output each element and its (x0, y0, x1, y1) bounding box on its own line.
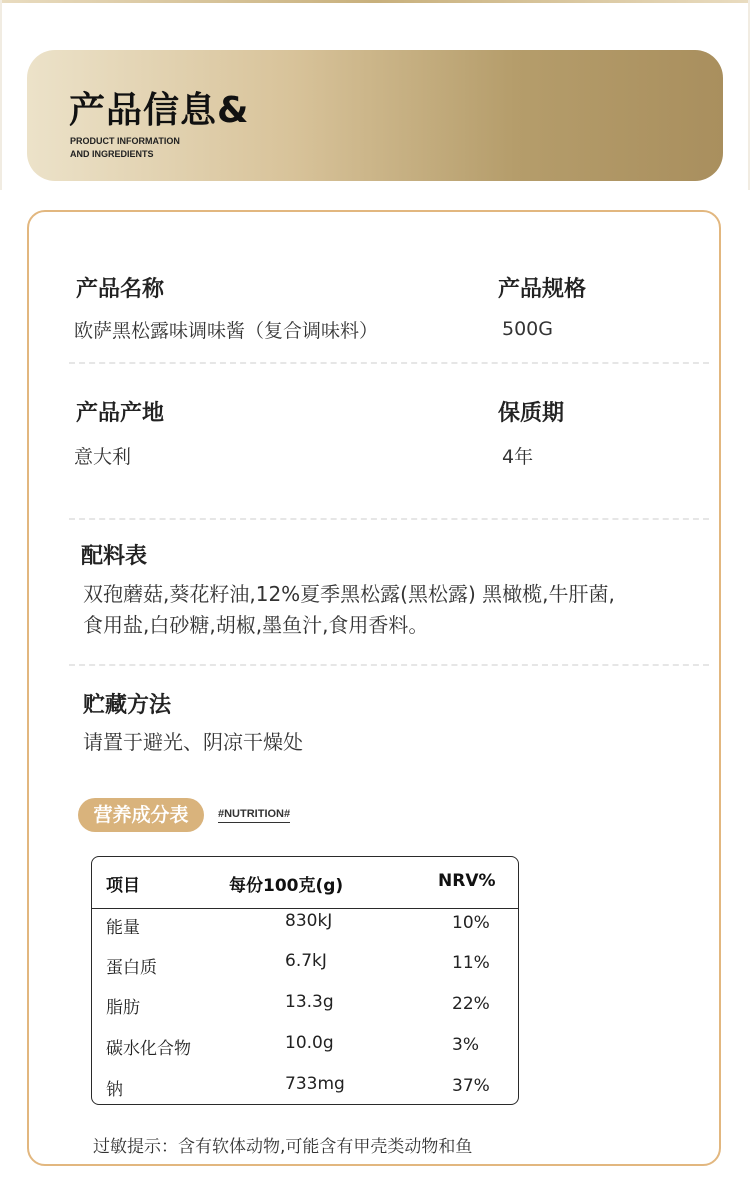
product-spec-label: 产品规格 (498, 277, 587, 302)
subtitle-line-1: PRODUCT INFORMATION (70, 136, 180, 146)
product-spec-value: 500G (502, 318, 553, 340)
divider (69, 518, 709, 520)
table-cell-item: 能量 (106, 918, 140, 938)
table-cell-nrv: 11% (452, 953, 490, 973)
product-name-label: 产品名称 (76, 277, 165, 302)
table-cell-nrv: 3% (452, 1035, 479, 1055)
divider (69, 362, 709, 364)
storage-label: 贮藏方法 (83, 693, 172, 718)
table-cell-nrv: 22% (452, 994, 490, 1014)
shelf-life-value: 4年 (502, 446, 534, 468)
nutrition-hashtag: #NUTRITION# (218, 808, 290, 823)
nutrition-badge: 营养成分表 (78, 798, 204, 832)
left-edge-line (0, 0, 2, 190)
table-cell-nrv: 37% (452, 1076, 490, 1096)
subtitle-line-2: AND INGREDIENTS (70, 149, 154, 159)
nutrition-table (91, 856, 519, 1105)
table-cell-amount: 13.3g (285, 992, 334, 1012)
page-title: 产品信息& (69, 90, 250, 131)
table-header-per-100g: 每份100克(g) (229, 876, 344, 896)
ingredients-label: 配料表 (81, 544, 148, 569)
shelf-life-label: 保质期 (498, 401, 565, 426)
product-name-value: 欧萨黑松露味调味酱（复合调味料） (74, 320, 379, 342)
table-cell-item: 碳水化合物 (106, 1039, 191, 1059)
divider (69, 664, 709, 666)
origin-value: 意大利 (74, 446, 132, 468)
table-cell-item: 钠 (106, 1080, 123, 1100)
table-cell-amount: 10.0g (285, 1033, 334, 1053)
ingredients-line-1: 双孢蘑菇,葵花籽油,12%夏季黑松露(黑松露) 黑橄榄,牛肝菌, (83, 582, 615, 606)
table-cell-amount: 6.7kJ (285, 951, 327, 971)
table-header-divider (92, 908, 518, 909)
allergy-notice: 过敏提示：含有软体动物,可能含有甲壳类动物和鱼 (93, 1137, 473, 1157)
table-cell-item: 脂肪 (106, 998, 140, 1018)
table-cell-item: 蛋白质 (106, 958, 157, 978)
table-cell-amount: 830kJ (285, 911, 333, 931)
header-banner (27, 50, 723, 181)
origin-label: 产品产地 (76, 401, 165, 426)
ingredients-text (83, 579, 683, 641)
product-info-card (27, 210, 721, 1166)
ingredients-line-2: 食用盐,白砂糖,胡椒,墨鱼汁,食用香料。 (83, 613, 429, 637)
table-header-nrv: NRV% (438, 871, 496, 891)
storage-value: 请置于避光、阴凉干燥处 (83, 730, 303, 754)
table-cell-amount: 733mg (285, 1074, 345, 1094)
table-header-item: 项目 (106, 876, 140, 896)
top-accent-line (0, 0, 750, 3)
page-subtitle (70, 135, 180, 161)
table-cell-nrv: 10% (452, 913, 490, 933)
